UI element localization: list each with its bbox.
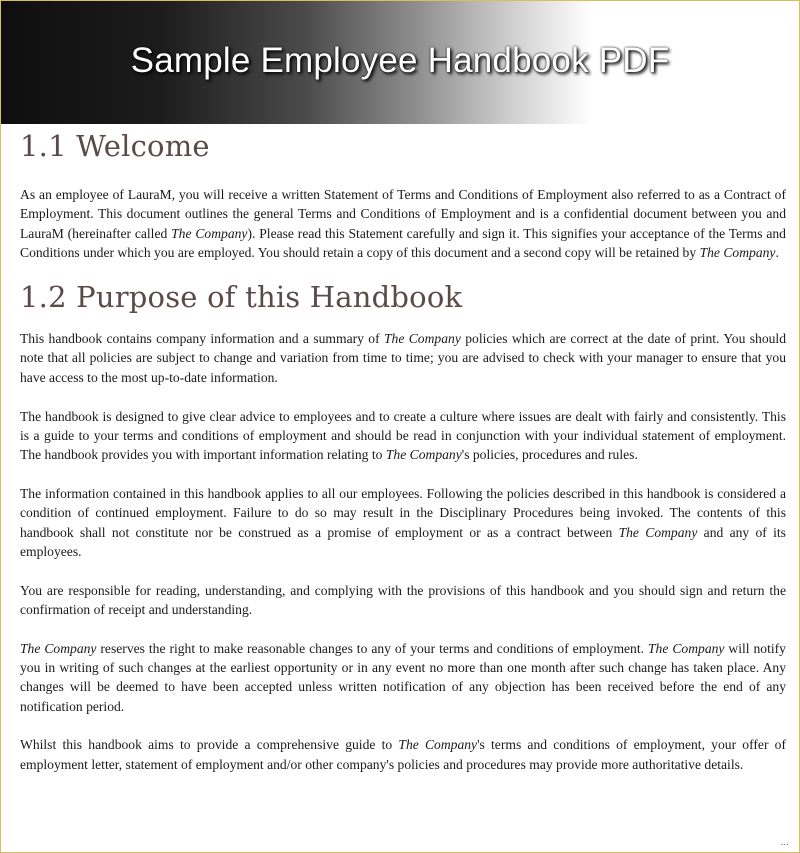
section-heading-purpose: 1.2 Purpose of this Handbook: [20, 280, 463, 315]
purpose-paragraph-5: The Company reserves the right to make reasonable changes to any of your terms and conditions of employment. The Company will notify you in writing of such changes at the earliest opportunity or in any event no more than one month after such change has taken place. Any changes will be deemed to have been accepted unless written notification of any objection has been received before the end of any notification period.: [20, 640, 786, 714]
continuation-ellipsis: ...: [780, 837, 789, 848]
purpose-paragraph-2: The handbook is designed to give clear advice to employees and to create a culture where issues are dealt with fairly and consistently. This is a guide to your terms and conditions of employment and should be read in conjunction with your individual statement of employment. The handbook provides you with important information relating to The Company's policies, procedures and rules.: [20, 408, 786, 463]
section-heading-welcome: 1.1 Welcome: [20, 129, 210, 163]
document-title: Sample Employee Handbook PDF: [130, 41, 670, 80]
purpose-paragraph-4: You are responsible for reading, understanding, and complying with the provisions of this handbook and you should sign and return the confirmation of receipt and understanding.: [20, 582, 786, 617]
company-name-emphasis: The Company: [385, 447, 462, 463]
title-banner: [1, 1, 799, 124]
company-name-emphasis: The Company: [171, 225, 248, 241]
company-name-emphasis: The Company: [699, 244, 776, 260]
company-name-emphasis: The Company: [20, 640, 97, 656]
document-body: [20, 124, 786, 774]
welcome-paragraph: As an employee of LauraM, you will receive a written Statement of Terms and Conditions of Employment also referred to as a Contract of Employment. This document outlines the general Terms and Conditions of Employment and is a confidential document between you and LauraM (hereinafter called The Company). Please read this Statement carefully and sign it. This signifies your acceptance of the Terms and Conditions under which you are employed. You should retain a copy of this document and a second copy will be retained by The Company.: [20, 187, 786, 260]
company-name-emphasis: The Company: [398, 737, 478, 753]
purpose-paragraph-1: This handbook contains company information and a summary of The Company policies which are correct at the date of print. You should note that all policies are subject to change and variation from time to time; you are advised to check with your manager to ensure that you have access to the most up-to-date information.: [20, 331, 786, 385]
purpose-paragraph-6: Whilst this handbook aims to provide a comprehensive guide to The Company's terms and conditions of employment, your offer of employment letter, statement of employment and/or other company's policies and procedures may provide more authoritative details.: [20, 737, 786, 772]
company-name-emphasis: The Company: [618, 524, 698, 540]
company-name-emphasis: The Company: [383, 331, 461, 347]
company-name-emphasis: The Company: [648, 640, 725, 656]
purpose-paragraph-3: The information contained in this handbook applies to all our employees. Following the policies described in this handbook is considered a condition of continued employment. Failure to do so may result in the Disciplinary Procedures being invoked. The contents of this handbook shall not constitute nor be construed as a promise of employment or as a contract between The Company and any of its employees.: [20, 485, 786, 559]
